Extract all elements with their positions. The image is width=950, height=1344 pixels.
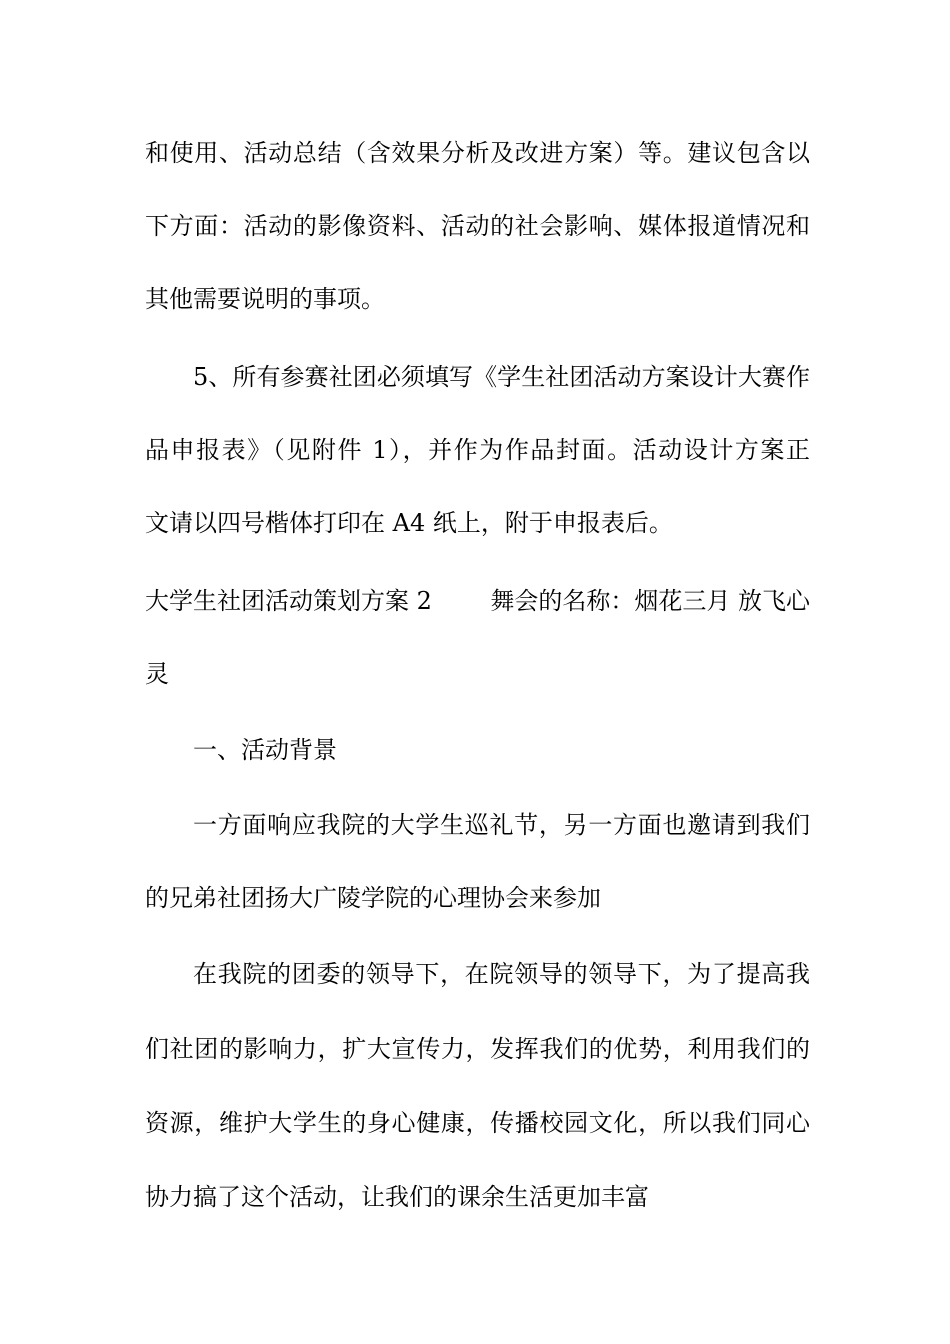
background-paragraph-line: 协力搞了这个活动，让我们的课余生活更加丰富 bbox=[145, 1183, 649, 1211]
background-paragraph-line: 的兄弟社团扬大广陵学院的心理协会来参加 bbox=[145, 884, 601, 912]
paragraph-line: 和使用、活动总结（含效果分析及改进方案）等。建议包含以 bbox=[145, 139, 810, 167]
paragraph-line: 其他需要说明的事项。 bbox=[145, 285, 385, 313]
background-paragraph-line: 在我院的团委的领导下，在院领导的领导下，为了提高我 bbox=[193, 960, 810, 988]
item-5-line: 文请以四号楷体打印在 A4 纸上，附于申报表后。 bbox=[145, 509, 673, 537]
item-5-line: 品申报表》（见附件 1），并作为作品封面。活动设计方案正 bbox=[145, 436, 810, 464]
background-paragraph-line: 资源，维护大学生的身心健康，传播校园文化，所以我们同心 bbox=[145, 1109, 810, 1137]
dance-name: 舞会的名称：烟花三月 放飞心 bbox=[490, 587, 810, 615]
plan-title: 大学生社团活动策划方案 2 bbox=[145, 587, 432, 615]
item-5-line: 5、所有参赛社团必须填写《学生社团活动方案设计大赛作 bbox=[193, 363, 810, 391]
section-heading: 一、活动背景 bbox=[193, 736, 337, 764]
background-paragraph-line: 一方面响应我院的大学生巡礼节，另一方面也邀请到我们 bbox=[193, 811, 810, 839]
background-paragraph-line: 们社团的影响力，扩大宣传力，发挥我们的优势，利用我们的 bbox=[145, 1035, 810, 1063]
paragraph-line: 下方面：活动的影像资料、活动的社会影响、媒体报道情况和 bbox=[145, 212, 810, 240]
plan-title-row bbox=[145, 586, 810, 616]
dance-name-continuation: 灵 bbox=[145, 660, 169, 688]
